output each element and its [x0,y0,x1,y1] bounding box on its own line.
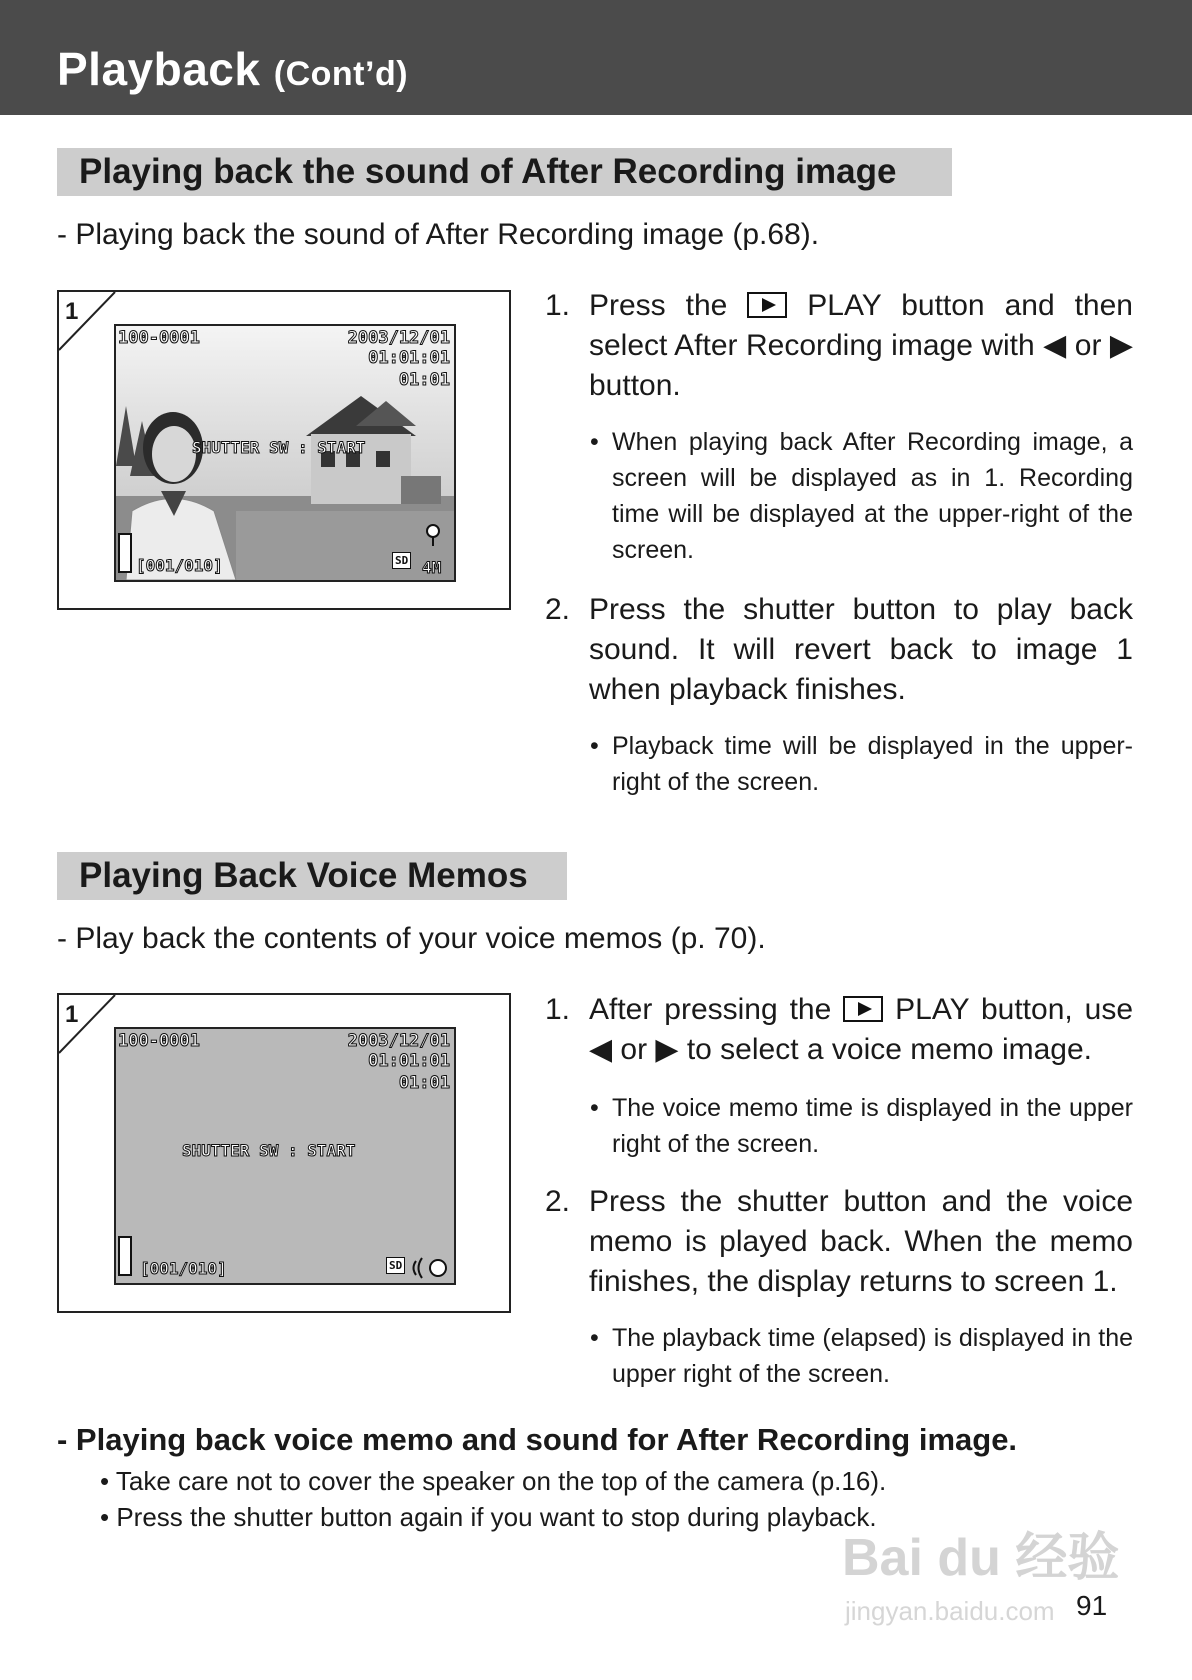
section-title: Playing Back Voice Memos [79,856,528,895]
step-text-post: PLAY button and then select After Recording image with ◀ or ▶ button. [589,289,1133,402]
play-button-icon [843,996,883,1022]
battery-icon [119,534,131,572]
step-text: Press the shutter button and the voice memo is played back. When the memo finishes, the display returns to screen 1. [589,1185,1133,1298]
osd-file-number: 100-0001 [118,1031,200,1051]
step-text-post: PLAY button, use ◀ or ▶ to select a voice memo image. [589,993,1134,1066]
section-intro: - Play back the contents of your voice memos (p. 70). [57,922,766,955]
page-number: 91 [1076,1590,1108,1621]
note-text: Take care not to cover the speaker on the top of the camera (p.16). [115,1466,887,1496]
bullet-note [590,728,1133,800]
section-title: Playing back the sound of After Recording image [79,152,897,191]
sd-card-icon: SD [392,552,411,569]
bullet-dot: • [590,732,599,760]
osd-recording-time: 01:01 [398,370,450,390]
step-2-voice-memo [545,1182,1133,1302]
osd-time: 01:01:01 [368,1051,450,1071]
note-item [100,1502,877,1533]
step-text-pre: Press the [589,289,728,322]
speaker-icon [430,1260,446,1276]
osd-image-counter: [001/010] [136,556,223,575]
section-heading-voice-memos [57,852,567,900]
step-number: 2. [545,593,571,626]
step-number: 1. [545,289,571,322]
notes-heading: - Playing back voice memo and sound for After Recording image. [57,1422,1018,1457]
watermark-url: jingyan.baidu.com [845,1596,1055,1626]
osd-file-number: 100-0001 [118,328,200,348]
bullet-dot: • [590,1324,599,1352]
step-1-voice-memo [545,990,1133,1070]
osd-shutter-hint: SHUTTER SW : START [192,438,366,457]
osd-time: 01:01:01 [368,348,450,368]
page-title [57,42,408,96]
camera-lcd-screen [114,1027,456,1285]
bullet-text: When playing back After Recording image, a screen will be displayed as in 1. Recording time will be displayed at the upper-right of the screen. [612,428,1133,564]
step-text [589,990,1133,1070]
bullet-note [590,1090,1133,1162]
osd-date: 2003/12/01 [347,1031,450,1051]
frame-label: 1 [65,298,79,325]
step-number: 2. [545,1185,571,1218]
title-main: Playback [57,43,261,95]
page-header [0,0,1192,115]
step-number: 1. [545,993,571,1026]
bullet-text: Playback time will be displayed in the upper-right of the screen. [612,732,1133,796]
note-text: Press the shutter button again if you want to stop during playback. [116,1502,877,1532]
note-item [100,1466,886,1497]
bullet-text: The playback time (elapsed) is displayed in the upper right of the screen. [612,1324,1133,1388]
camera-lcd-screen [114,324,456,582]
step-text-pre: After pressing the [589,993,832,1026]
baidu-watermark-logo: Bai du 经验 [842,1529,1120,1587]
osd-shutter-hint: SHUTTER SW : START [182,1141,356,1160]
osd-recording-time: 01:01 [398,1073,450,1093]
sd-card-icon: SD [386,1257,405,1274]
step-text [589,286,1133,406]
section-intro: - Playing back the sound of After Recording image (p.68). [57,218,820,251]
frame-label: 1 [65,1001,79,1028]
step-text: Press the shutter button to play back sound. It will revert back to image 1 when playback finishes. [589,593,1133,706]
bullet-dot: • [590,1094,599,1122]
bullet-dot: • [100,1502,110,1532]
step-1-after-recording [545,286,1133,406]
section-heading-after-recording [57,148,952,196]
battery-icon [119,1237,131,1275]
bullet-dot: • [100,1466,110,1496]
screen-illustration-frame [57,993,511,1313]
bullet-note [590,1320,1133,1392]
title-sub: (Cont’d) [273,55,409,93]
play-button-icon [747,292,787,318]
screen-illustration-frame [57,290,511,610]
bullet-dot: • [590,428,599,456]
bullet-text: The voice memo time is displayed in the upper right of the screen. [612,1094,1133,1158]
osd-image-counter: [001/010] [140,1259,227,1278]
osd-date: 2003/12/01 [347,328,450,348]
bullet-note [590,424,1133,568]
osd-image-size: 4M [422,558,442,577]
step-2-after-recording [545,590,1133,710]
